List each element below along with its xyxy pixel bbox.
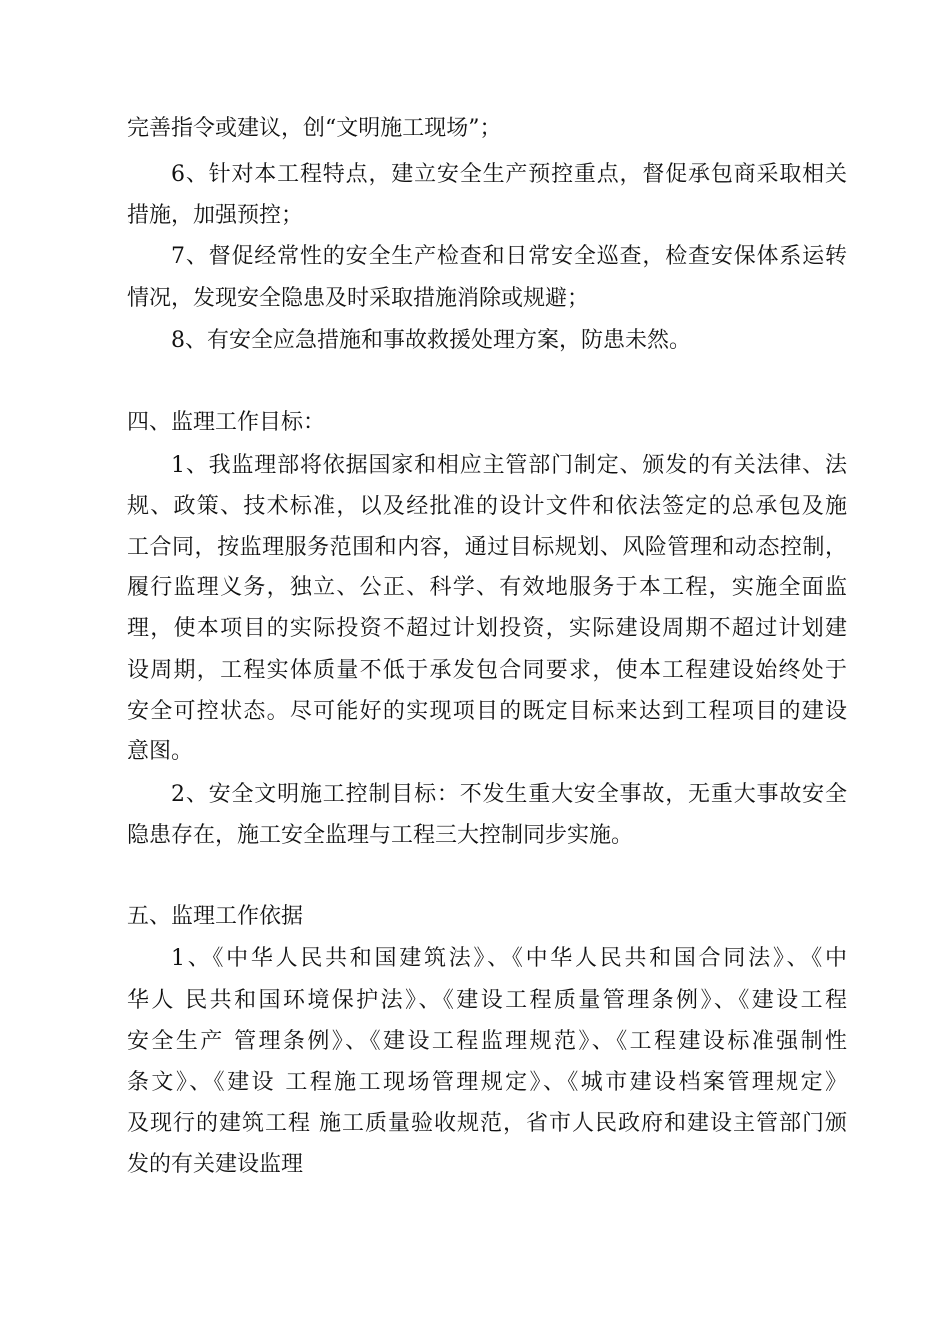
section-5-item-1-line: 1、《中华人民共和国建筑法》、《中华人民共和国合同法》、《中 — [171, 946, 847, 971]
section-5-item-1-line: 及现行的建筑工程 施工质量验收规范，省市人民政府和建设主管部门颁 — [127, 1111, 847, 1136]
section-4-heading: 四、监理工作目标： — [127, 410, 326, 435]
list-item-6-line: 措施，加强预控； — [127, 203, 304, 228]
section-4-item-2-line: 隐患存在，施工安全监理与工程三大控制同步实施。 — [127, 823, 634, 848]
section-4-item-1-line: 安全可控状态。尽可能好的实现项目的既定目标来达到工程项目的建设 — [127, 699, 847, 724]
list-item-6-line: 6、针对本工程特点，建立安全生产预控重点，督促承包商采取相关 — [171, 162, 847, 187]
section-5-item-1-line: 发的有关建设监理 — [127, 1152, 304, 1177]
section-4-item-1-line: 工合同，按监理服务范围和内容，通过目标规划、风险管理和动态控制， — [127, 535, 847, 560]
section-4-item-1-line: 意图。 — [127, 739, 194, 764]
section-5-item-1-line: 安全生产 管理条例》、《建设工程监理规范》、《工程建设标准强制性 — [127, 1029, 847, 1054]
section-4-item-1-line: 理，使本项目的实际投资不超过计划投资，实际建设周期不超过计划建 — [127, 616, 847, 641]
list-item-7-line: 7、督促经常性的安全生产检查和日常安全巡查，检查安保体系运转 — [171, 244, 847, 269]
section-4-item-2-line: 2、安全文明施工控制目标：不发生重大安全事故，无重大事故安全 — [171, 782, 847, 807]
section-5-item-1-line: 条文》、《建设 工程施工现场管理规定》、《城市建设档案管理规定》 — [127, 1070, 847, 1095]
list-item-8-line: 8、有安全应急措施和事故救援处理方案，防患未然。 — [171, 328, 691, 353]
list-item-7-line: 情况，发现安全隐患及时采取措施消除或规避； — [127, 286, 590, 311]
section-4-item-1-line: 1、我监理部将依据国家和相应主管部门制定、颁发的有关法律、法 — [171, 453, 847, 478]
section-4-item-1-line: 规、政策、技术标准，以及经批准的设计文件和依法签定的总承包及施 — [127, 494, 847, 519]
section-4-item-1-line: 设周期，工程实体质量不低于承发包合同要求，使本工程建设始终处于 — [127, 658, 847, 683]
section-4-item-1-line: 履行监理义务，独立、公正、科学、有效地服务于本工程，实施全面监 — [127, 575, 847, 600]
section-5-item-1-line: 华人 民共和国环境保护法》、《建设工程质量管理条例》、《建设工程 — [127, 988, 847, 1013]
paragraph-line: 完善指令或建议，创“文明施工现场”； — [127, 116, 502, 141]
section-5-heading: 五、监理工作依据 — [127, 904, 304, 929]
